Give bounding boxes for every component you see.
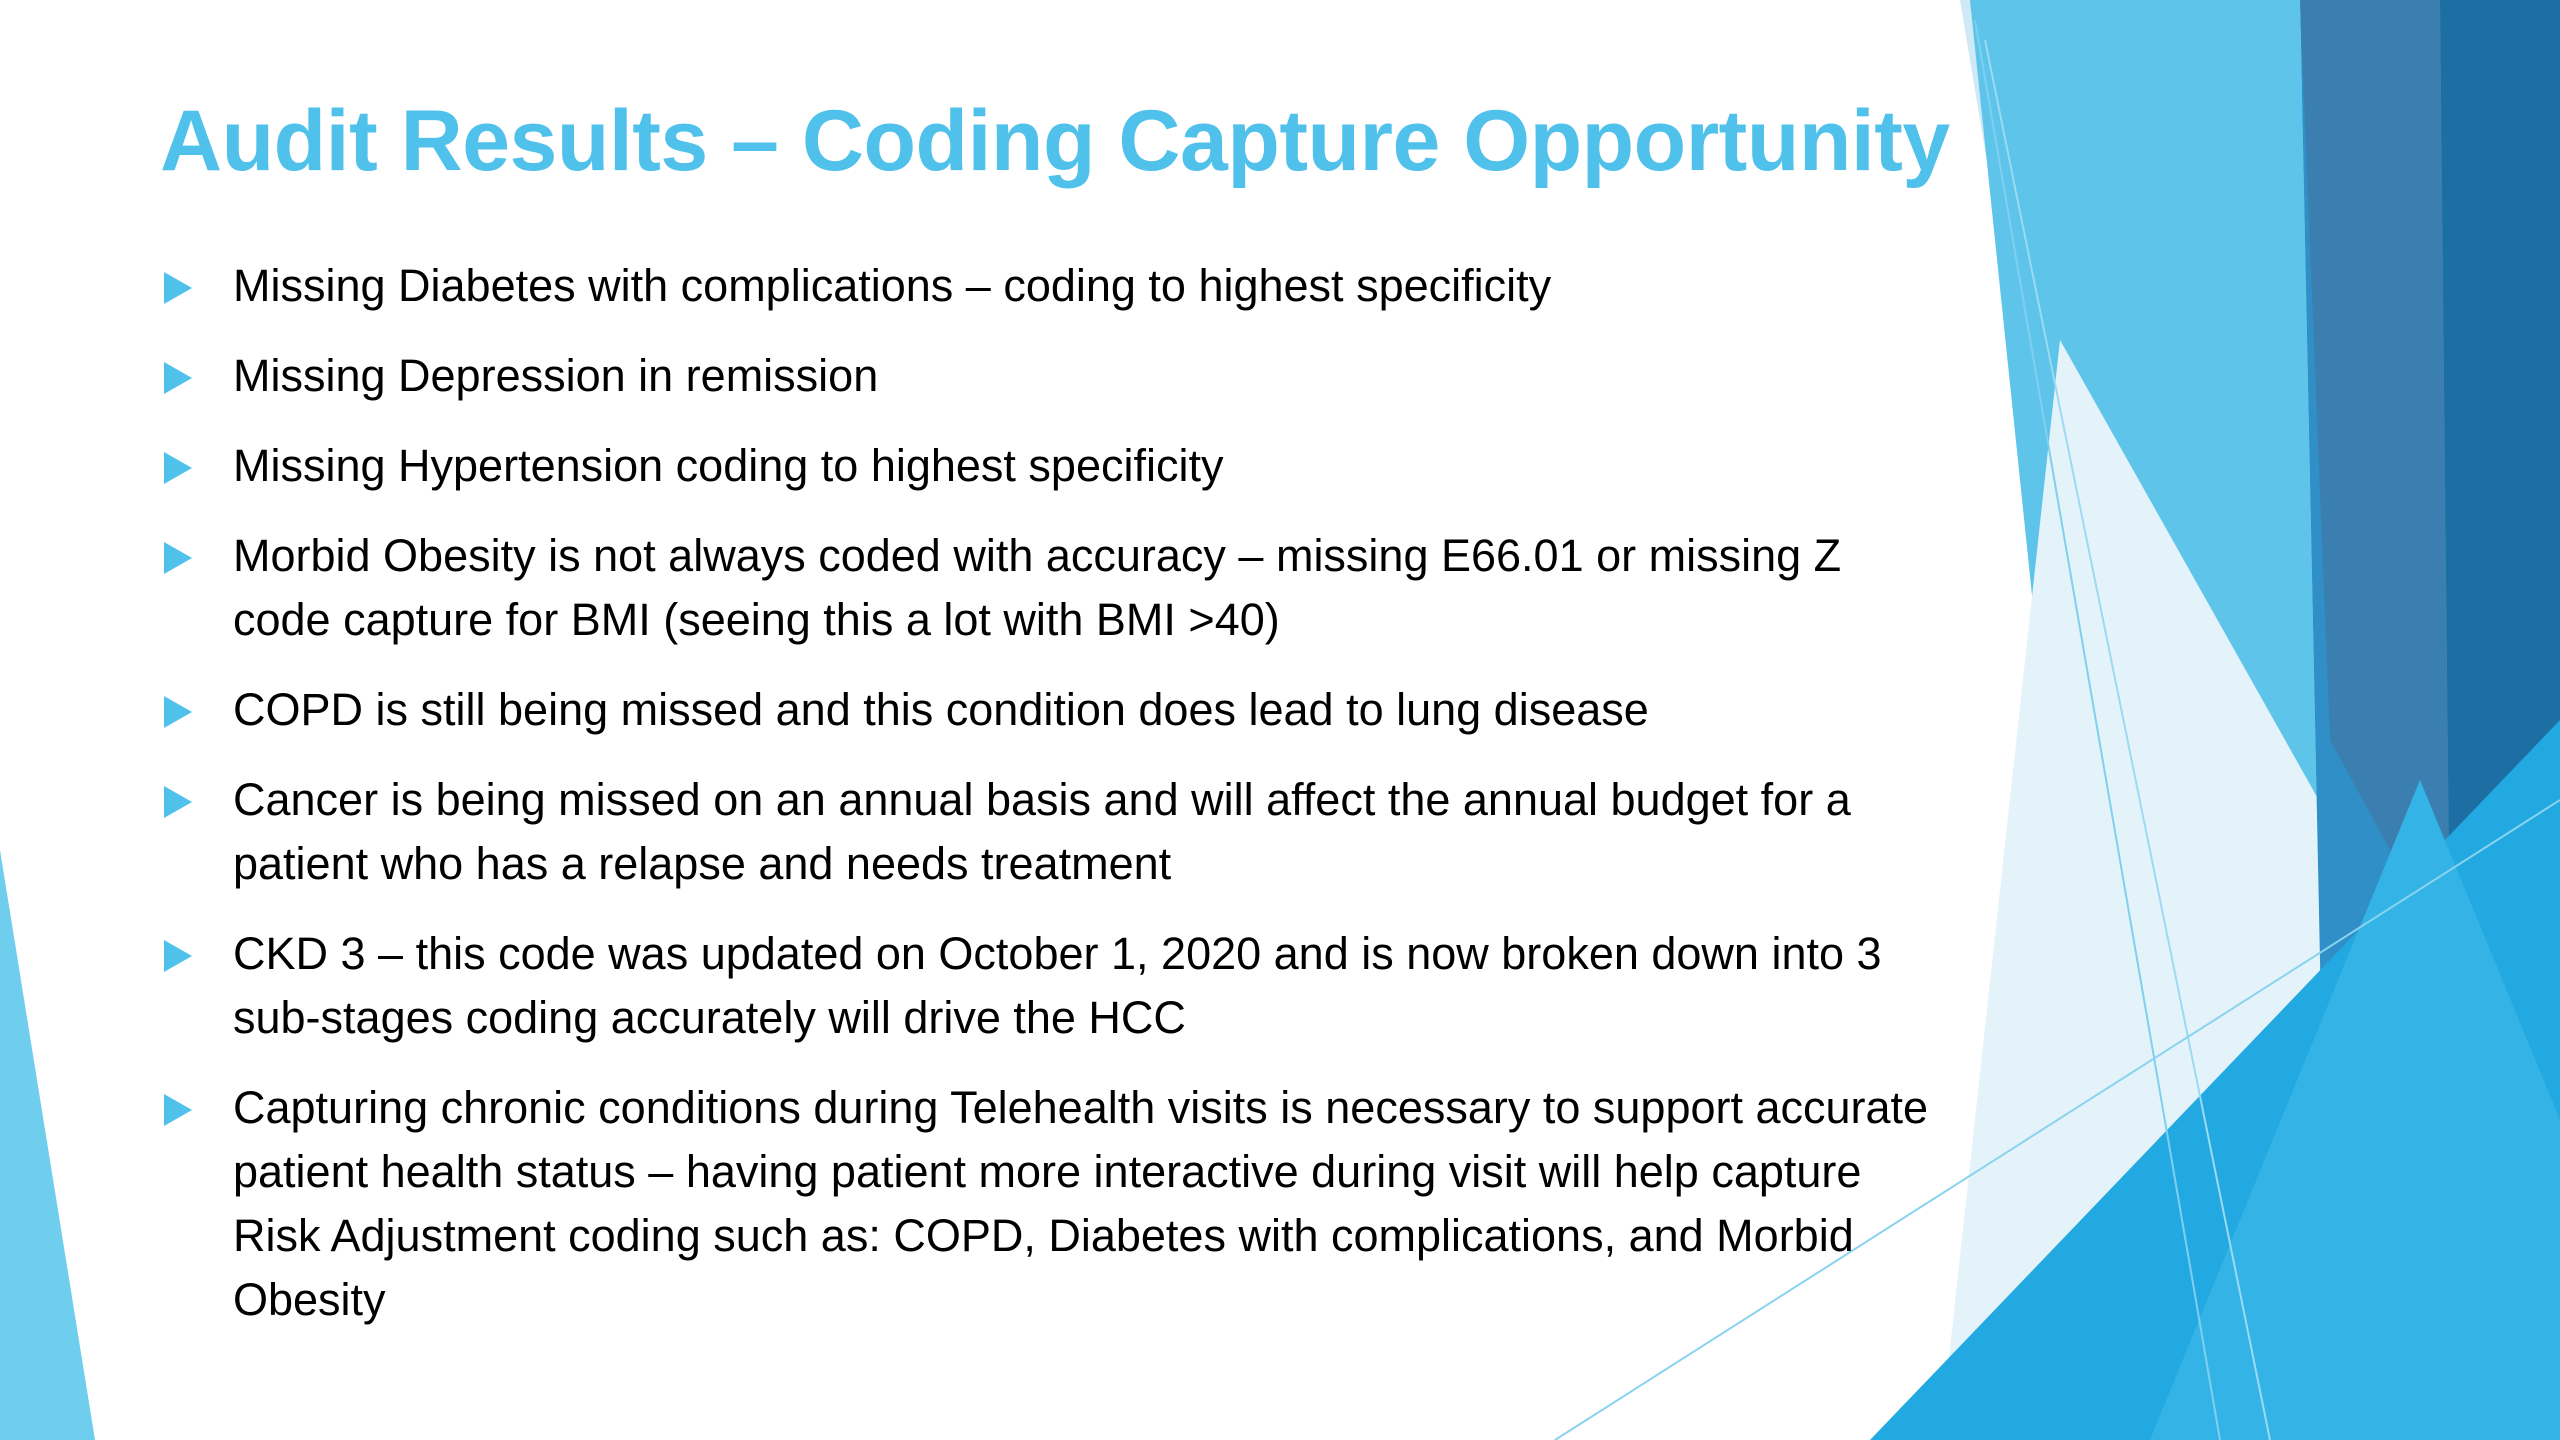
triangle-bullet-icon — [164, 452, 192, 484]
bullet-text: Cancer is being missed on an annual basis and will affect the annual budget for a patient who has a relapse and needs treatment — [233, 774, 1851, 889]
bullet-text: COPD is still being missed and this condition does lead to lung disease — [233, 684, 1649, 735]
slide-title: Audit Results – Coding Capture Opportunity — [160, 93, 1950, 189]
triangle-bullet-icon — [164, 542, 192, 574]
triangle-bullet-icon — [164, 272, 192, 304]
bullet-item — [160, 678, 1940, 742]
bullet-list — [160, 254, 1940, 1358]
bullet-item — [160, 768, 1940, 896]
bullet-item — [160, 344, 1940, 408]
bullet-item — [160, 922, 1940, 1050]
triangle-bullet-icon — [164, 362, 192, 394]
triangle-bullet-icon — [164, 940, 192, 972]
triangle-bullet-icon — [164, 696, 192, 728]
bullet-text: Morbid Obesity is not always coded with accuracy – missing E66.01 or missing Z code capture for BMI (seeing this a lot with BMI >40) — [233, 530, 1842, 645]
facet-left-sliver — [0, 850, 95, 1440]
triangle-bullet-icon — [164, 1094, 192, 1126]
bullet-text: Missing Hypertension coding to highest specificity — [233, 440, 1224, 491]
bullet-text: Missing Diabetes with complications – coding to highest specificity — [233, 260, 1552, 311]
triangle-bullet-icon — [164, 786, 192, 818]
bullet-item — [160, 524, 1940, 652]
bullet-text: Missing Depression in remission — [233, 350, 879, 401]
bullet-item — [160, 1076, 1940, 1332]
bullet-text: Capturing chronic conditions during Telehealth visits is necessary to support accurate patient health status – having patient more interactive during visit will help capture Risk Adjustment coding such as: COPD, Diabetes with complications, and Morbid Obesity — [233, 1082, 1929, 1325]
bullet-text: CKD 3 – this code was updated on October 1, 2020 and is now broken down into 3 sub-stages coding accurately will drive the HCC — [233, 928, 1882, 1043]
bullet-item — [160, 254, 1940, 318]
bullet-item — [160, 434, 1940, 498]
